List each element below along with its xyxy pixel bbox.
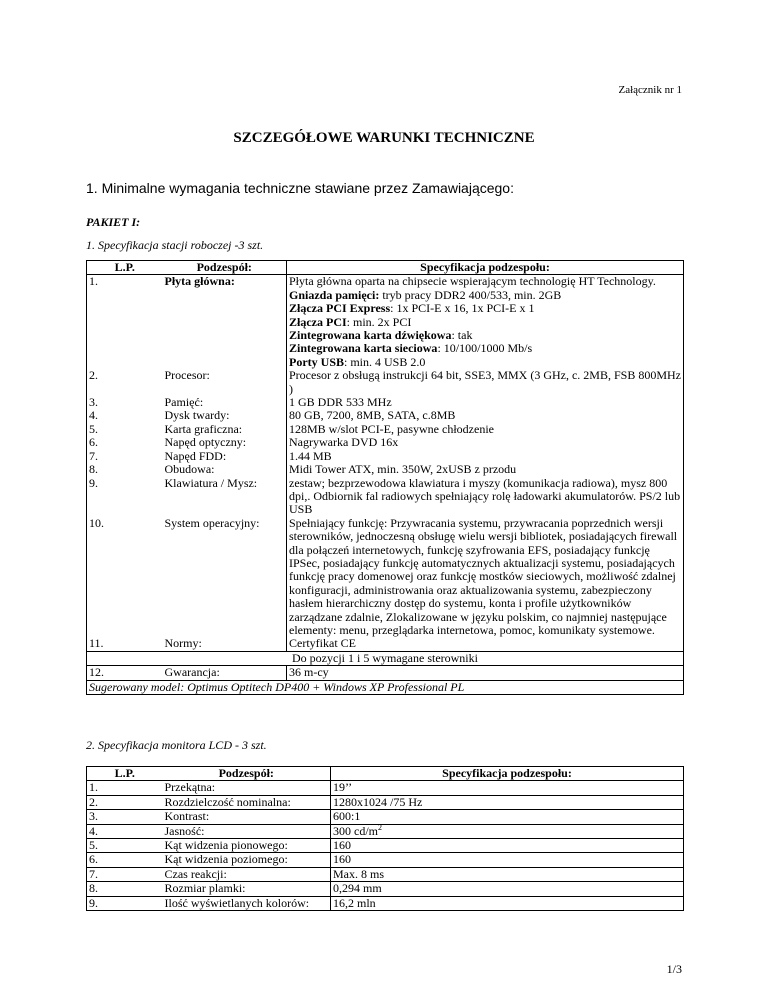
row-spec: Midi Tower ATX, min. 350W, 2xUSB z przodu	[289, 462, 517, 477]
drivers-note-row	[87, 651, 684, 665]
row-part: Napęd FDD:	[163, 450, 287, 463]
table-row	[87, 409, 684, 422]
spec-line	[289, 342, 681, 355]
document-title: SZCZEGÓŁOWE WARUNKI TECHNICZNE	[233, 130, 535, 146]
table-row	[87, 463, 684, 476]
row-number: 1.	[87, 781, 163, 795]
row-number: 3.	[89, 395, 98, 410]
spec-line	[289, 275, 681, 288]
row-spec	[331, 810, 684, 824]
spec-line	[289, 289, 681, 302]
header-spec: Specyfikacja podzespołu:	[287, 261, 684, 275]
row-spec	[331, 839, 684, 853]
table-header-row	[87, 767, 684, 781]
spec-value: 1280x1024 /75 Hz	[333, 794, 423, 809]
row-number: 6.	[87, 853, 163, 867]
row-part: System operacyjny:	[163, 517, 287, 638]
table-row	[87, 781, 684, 795]
spec-value: 160	[333, 852, 351, 867]
spec-value: : min. 4 USB 2.0	[344, 354, 426, 369]
row-spec: zestaw; bezprzewodowa klawiatura i myszy (komunikacja radiowa), mysz 800 dpi,. Odbiornik fal radiowych spełniający rolę ładowarki akumulatorów. PS/2 lub USB	[289, 475, 681, 517]
row-part: Obudowa:	[163, 463, 287, 476]
table-row	[87, 369, 684, 396]
row-number: 7.	[89, 448, 98, 463]
table-row	[87, 666, 684, 680]
table-row	[87, 867, 684, 881]
table-row	[87, 839, 684, 853]
spec-value: 160	[333, 838, 351, 853]
annex-label: Załącznik nr 1	[618, 84, 682, 96]
suggested-model: Sugerowany model: Optimus Optitech DP400 + Windows XP Professional PL	[87, 680, 684, 694]
row-part: Rozdzielczość nominalna:	[163, 795, 331, 809]
row-number: 9.	[87, 896, 163, 910]
row-part: Dysk twardy:	[163, 409, 287, 422]
row-number: 4.	[87, 824, 163, 838]
header-part: Podzespół:	[163, 261, 287, 275]
row-number: 3.	[87, 810, 163, 824]
spec-value: : min. 2x PCI	[346, 314, 412, 329]
spec-line	[289, 329, 681, 342]
row-part: Napęd optyczny:	[163, 436, 287, 449]
row-part: Kąt widzenia pionowego:	[163, 839, 331, 853]
row-spec: Certyfikat CE	[289, 636, 356, 651]
spec-value: 0,294 mm	[333, 881, 382, 896]
row-part: Klawiatura / Mysz:	[163, 477, 287, 517]
row-part: Płyta główna:	[163, 275, 287, 369]
intro-heading: 1. Minimalne wymagania techniczne stawiane przez Zamawiającego:	[86, 180, 514, 196]
table-row	[87, 275, 684, 369]
spec-key: Złącza PCI Express	[289, 301, 391, 316]
suggested-row	[87, 680, 684, 694]
row-spec	[287, 275, 684, 369]
table-row	[87, 824, 684, 838]
spec-value: : 10/100/1000 Mb/s	[437, 341, 533, 356]
header-part: Podzespół:	[163, 767, 331, 781]
row-number: 5.	[89, 421, 98, 436]
monitor-spec-body	[87, 767, 684, 911]
spec-line	[289, 356, 681, 369]
row-number: 7.	[87, 867, 163, 881]
row-number: 5.	[87, 839, 163, 853]
spec-key: Gniazda pamięci:	[289, 287, 380, 302]
spec-value: Max. 8 ms	[333, 866, 384, 881]
row-number: 12.	[87, 666, 163, 680]
spec-value: Płyta główna oparta na chipsecie wspierającym technologię HT Technology.	[289, 274, 656, 289]
row-spec	[331, 867, 684, 881]
row-spec: 80 GB, 7200, 8MB, SATA, c.8MB	[289, 408, 456, 423]
spec-value: 19’’	[333, 780, 353, 795]
table-row	[87, 810, 684, 824]
spec-superscript: 2	[378, 822, 382, 832]
row-number: 2.	[87, 795, 163, 809]
table-row	[87, 436, 684, 449]
spec-value: 300 cd/m	[333, 823, 378, 838]
spec-key: Złącza PCI	[289, 314, 347, 329]
row-spec: 128MB w/slot PCI-E, pasywne chłodzenie	[289, 421, 494, 436]
page-number: 1/3	[666, 962, 682, 976]
header-spec: Specyfikacja podzespołu:	[331, 767, 684, 781]
header-lp: L.P.	[87, 261, 163, 275]
row-spec: Procesor z obsługą instrukcji 64 bit, SSE3, MMX (3 GHz, c. 2MB, FSB 800MHz )	[289, 368, 681, 396]
row-number: 9.	[89, 475, 98, 490]
row-number: 6.	[89, 435, 98, 450]
row-number: 10.	[89, 515, 104, 530]
spec-key: Zintegrowana karta sieciowa	[289, 341, 438, 356]
package-heading: PAKIET I:	[86, 215, 141, 229]
row-part: Normy:	[163, 637, 287, 651]
row-number: 8.	[89, 462, 98, 477]
table-header-row	[87, 261, 684, 275]
table-row	[87, 450, 684, 463]
row-spec	[331, 824, 684, 838]
table-row	[87, 637, 684, 651]
row-spec	[331, 853, 684, 867]
section1-heading: 1. Specyfikacja stacji roboczej -3 szt.	[86, 238, 264, 252]
spec-value: 16,2 mln	[333, 895, 376, 910]
section2-heading: 2. Specyfikacja monitora LCD - 3 szt.	[86, 738, 267, 752]
row-spec	[331, 882, 684, 896]
row-part: Jasność:	[163, 824, 331, 838]
row-spec: 36 m-cy	[287, 666, 684, 680]
spec-value: : tak	[451, 328, 473, 343]
drivers-note: Do pozycji 1 i 5 wymagane sterowniki	[87, 651, 684, 665]
table-row	[87, 853, 684, 867]
table-row	[87, 477, 684, 517]
table-row	[87, 795, 684, 809]
row-part: Procesor:	[163, 369, 287, 396]
row-part: Gwarancja:	[163, 666, 287, 680]
row-spec	[331, 795, 684, 809]
row-part: Kontrast:	[163, 810, 331, 824]
row-spec	[331, 781, 684, 795]
spec-line	[289, 302, 681, 315]
row-part: Kąt widzenia poziomego:	[163, 853, 331, 867]
row-number: 4.	[89, 408, 98, 423]
spec-line	[289, 316, 681, 329]
row-spec: 1.44 MB	[289, 448, 332, 463]
table-row	[87, 423, 684, 436]
table-row	[87, 396, 684, 409]
spec-key: Zintegrowana karta dźwiękowa	[289, 328, 452, 343]
row-part: Rozmiar plamki:	[163, 882, 331, 896]
header-lp: L.P.	[87, 767, 163, 781]
spec-value: : 1x PCI-E x 16, 1x PCI-E x 1	[390, 301, 535, 316]
row-spec: Nagrywarka DVD 16x	[289, 435, 399, 450]
row-spec: 1 GB DDR 533 MHz	[289, 395, 392, 410]
monitor-spec-table	[86, 766, 684, 911]
table-row	[87, 882, 684, 896]
row-spec: Spełniający funkcję: Przywracania systemu, przywracania poprzednich wersji sterowników, jednoczesną obsługę wielu wersji bibliotek, posiadających firewall dla połączeń internetowych, funkcję szyfrowania EFS, posiadający funkcję IPSec, posiadający funkcję automatycznych aktualizacji systemu, posiadających funkcję pracy domenowej oraz funkcję mostków sieciowych, możliwość zdalnej konfiguracji, administrowania oraz aktualizowania systemu, zabezpieczony hasłem hierarchiczny dostęp do systemu, konta i profile użytkowników zarządzane zdalnie, Zlokalizowane w języku polskim, co najmniej następujące elementy: menu, przeglądarka internetowa, pomoc, komunikaty systemowe.	[289, 515, 678, 637]
table-row	[87, 896, 684, 910]
row-number: 1.	[89, 274, 98, 289]
row-part: Przekątna:	[163, 781, 331, 795]
row-number: 2.	[89, 368, 98, 383]
table-row	[87, 517, 684, 638]
spec-key: Porty USB	[289, 354, 344, 369]
row-number: 11.	[89, 636, 104, 651]
spec-value: 600:1	[333, 809, 361, 824]
row-part: Karta graficzna:	[163, 423, 287, 436]
row-part: Ilość wyświetlanych kolorów:	[163, 896, 331, 910]
spec-value: tryb pracy DDR2 400/533, min. 2GB	[379, 287, 562, 302]
row-part: Pamięć:	[163, 396, 287, 409]
row-spec	[331, 896, 684, 910]
row-number: 8.	[87, 882, 163, 896]
row-part: Czas reakcji:	[163, 867, 331, 881]
workstation-spec-body	[87, 261, 684, 695]
workstation-spec-table	[86, 260, 684, 695]
